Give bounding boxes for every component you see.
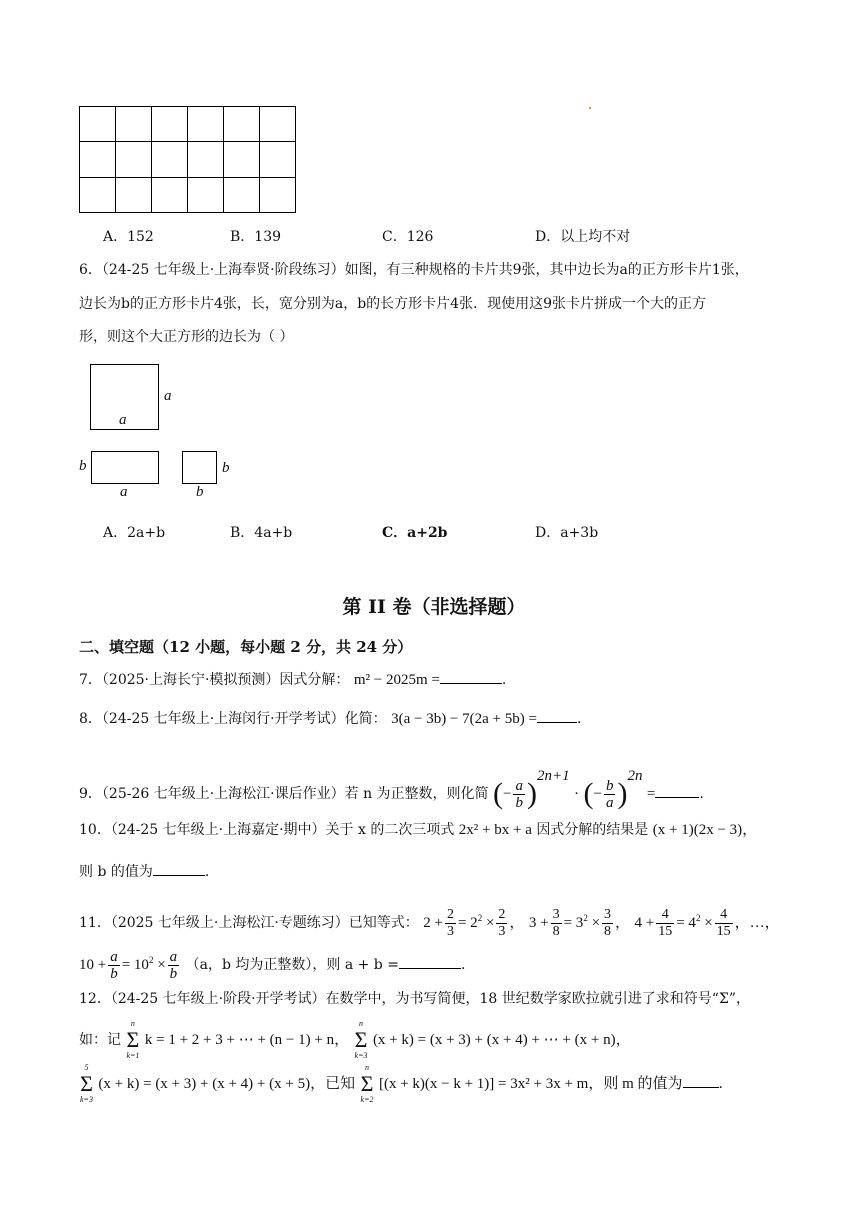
q8-text: 8．（24-25 七年级上·上海闵行·开学考试）化简： — [79, 711, 387, 727]
q5-grid-figure — [79, 106, 296, 213]
q10-end: . — [204, 864, 210, 880]
q11-line2-tail: （a，b 均为正整数），则 a + b = — [185, 957, 399, 973]
q9-text: 9．（25-26 七年级上·上海松江·课后作业）若 n 为正整数，则化简 — [79, 786, 489, 802]
q5-option-b[interactable]: B．139 — [230, 229, 282, 245]
q10-text: 10．（24-25 七年级上·上海嘉定·期中）关于 x 的二次三项式 — [79, 822, 455, 838]
q8-line — [79, 708, 581, 729]
q6-option-c[interactable]: C．a+2b — [382, 525, 448, 541]
q12-line2-expr2: (x + k) = (x + 3) + (x + 4) + ⋯ + (x + n)， — [372, 1032, 631, 1048]
q10-line2-text: 则 b 的值为 — [79, 864, 153, 880]
section-title: 第 II 卷（非选择题） — [342, 596, 526, 618]
q10-expr1: 2x² + bx + a — [458, 822, 532, 838]
q12-line3-expr1: (x + k) = (x + 3) + (x + 4) + (x + 5)，已知 — [98, 1076, 356, 1092]
q7-answer-blank[interactable] — [440, 669, 502, 684]
q5-option-d[interactable]: D．以上均不对 — [535, 229, 631, 245]
q6-label-a-bottom: a — [119, 412, 127, 428]
q7-text: 7．（2025·上海长宁·模拟预测）因式分解： — [79, 672, 350, 688]
q6-line2: 边长为b的正方形卡片4张，长，宽分别为a，b的长方形卡片4张．现使用这9张卡片拼成一个大的正方 — [79, 296, 706, 312]
q5-option-a[interactable]: A．152 — [103, 229, 154, 245]
q7-expr: m² − 2025m = — [353, 672, 440, 688]
q12-line1: 12．（24-25 七年级上·阶段·开学考试）在数学中，为书写简便，18 世纪数学家欧拉就引进了求和符号“Σ”， — [79, 991, 750, 1007]
q6-option-d[interactable]: D．a+3b — [535, 525, 599, 541]
q12-line3-expr2: [(x + k)(x − k + 1)] = 3x² + 3x + m，则 m 的值为 — [378, 1076, 683, 1092]
q6-label-a-side: a — [164, 388, 172, 404]
q6-line1: 6．（24-25 七年级上·上海奉贤·阶段练习）如图，有三种规格的卡片共9张，其中边长为a的正方形卡片1张， — [79, 262, 749, 278]
q11-text: 11．（2025 七年级上·上海松江·专题练习）已知等式： — [79, 915, 419, 931]
q10-answer-blank[interactable] — [153, 861, 205, 876]
q6-label-sq-b-side: b — [222, 460, 230, 476]
q9-line: 9．（25-26 七年级上·上海松江·课后作业）若 n 为正整数，则化简 (− $\frac{a}{b}$ )$^{2n+1}$ · (− $\frac{b}{a}$ )$^{2n}$ = . — [79, 768, 704, 811]
q6-rectangle-ab-card — [91, 451, 159, 484]
q12-line2-expr1: k = 1 + 2 + 3 + ⋯ + (n − 1) + n， — [144, 1032, 350, 1048]
q12-line2-start: 如：记 — [79, 1032, 121, 1048]
q7-line — [79, 669, 506, 690]
q11-end: . — [460, 957, 466, 973]
q6-square-b-card — [182, 451, 217, 484]
q8-expr: 3(a − 3b) − 7(2a + 5b) = — [391, 711, 537, 727]
stray-mark — [589, 107, 591, 109]
q6-option-b[interactable]: B．4a+b — [230, 525, 293, 541]
q6-label-rect-a: a — [120, 484, 128, 500]
q6-label-sq-b-bottom: b — [196, 484, 204, 500]
q9-end: . — [699, 786, 704, 802]
section-heading: 二、填空题（12 小题，每小题 2 分，共 24 分） — [79, 638, 413, 656]
q12-line2: 如：记 n Σ k=1 k = 1 + 2 + 3 + ⋯ + (n − 1) + n， n Σ k=3 (x + k) = (x + 3) + (x + 4) + ⋯ + (x + n)， — [79, 1019, 631, 1060]
q8-answer-blank[interactable] — [537, 708, 577, 723]
q6-label-rect-b: b — [79, 458, 87, 474]
q12-line3: 5 Σ k=3 (x + k) = (x + 3) + (x + 4) + (x + 5)，已知 n Σ k=2 [(x + k)(x − k + 1)] = 3x² + 3x + m，则 m 的值为 . — [80, 1063, 723, 1104]
q7-end: . — [501, 672, 507, 688]
q6-line3: 形，则这个大正方形的边长为（ ） — [79, 329, 294, 345]
q11-answer-blank[interactable] — [399, 954, 461, 969]
q10-line1 — [79, 820, 757, 840]
q10-line2 — [79, 861, 209, 882]
q10-mid: 因式分解的结果是 — [536, 822, 649, 838]
q8-end: . — [576, 711, 582, 727]
q11-line1: 11．（2025 七年级上·上海松江·专题练习）已知等式： 2 + $\frac{2}{3}$ = $2^2$ × $\frac{2}{3}$ ， 3 + $\frac{3}{8}$ = $3^2$ × $\frac{3}{8}$ ， 4 + $\frac{4}{15}$ = $4^2$ × $\frac{4}{15}$ ，…， — [79, 906, 780, 939]
q9-answer-blank[interactable] — [655, 783, 699, 798]
q6-option-a[interactable]: A．2a+b — [103, 525, 166, 541]
q5-option-c[interactable]: C．126 — [382, 229, 434, 245]
q11-line2: 10 + $\frac{a}{b}$ = $10^2$ × $\frac{a}{b}$ （a，b 均为正整数），则 a + b = . — [79, 948, 466, 982]
q12-end: . — [718, 1076, 723, 1092]
q12-answer-blank[interactable] — [683, 1073, 719, 1088]
q10-expr2: (x + 1)(2x − 3)， — [652, 822, 758, 838]
